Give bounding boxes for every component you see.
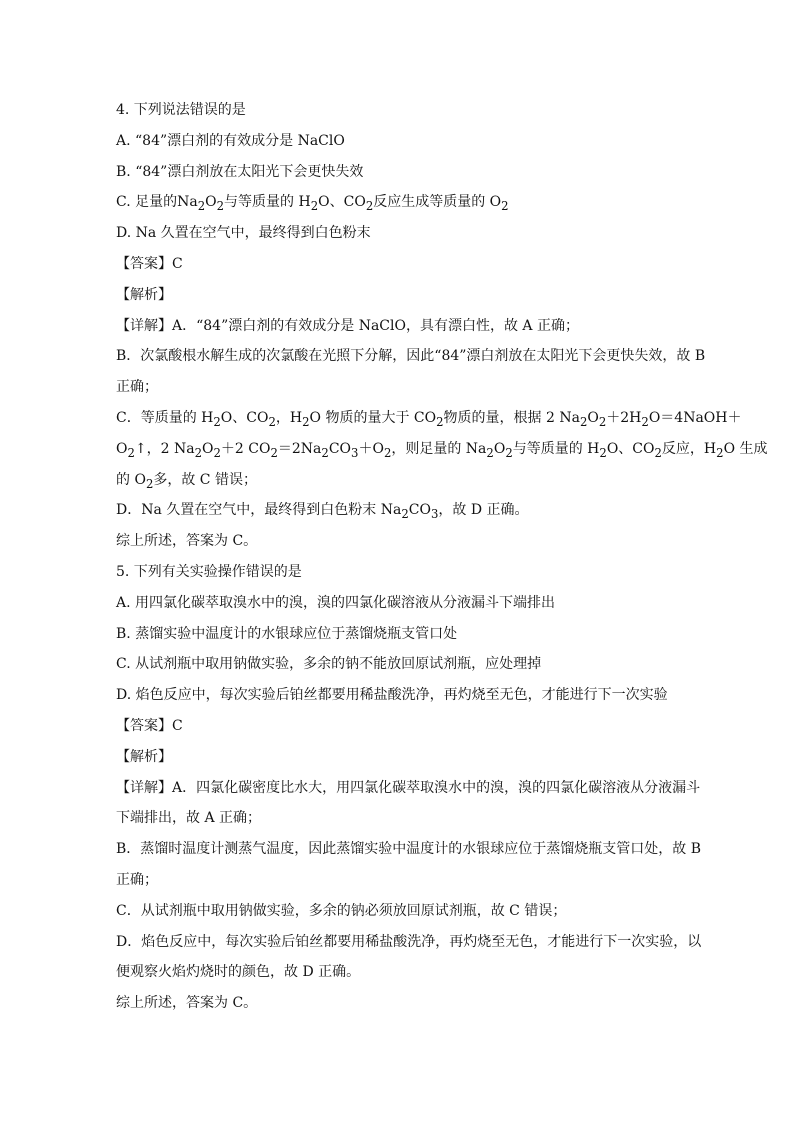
q4-detail-c-line3: 的 $O_2$多，故 C 错误；	[116, 471, 257, 491]
q4-stem: 4. 下列说法错误的是	[116, 102, 246, 118]
q5-detail-a-line2: 下端排出，故 A 正确；	[116, 810, 262, 827]
q5-analysis-label: 【解析】	[116, 748, 172, 765]
q5-detail-d-line1: D．焰色反应中，每次实验后铂丝都要用稀盐酸洗净，再灼烧至无色，才能进行下一次实验，以	[116, 933, 702, 950]
q5-stem: 5. 下列有关实验操作错误的是	[116, 563, 302, 580]
document-page	[116, 100, 768, 1024]
q5-detail-a-line1: 【详解】A．四氯化碳密度比水大，用四氯化碳萃取溴水中的溴，溴的四氯化碳溶液从分液漏斗	[116, 779, 701, 796]
q4-option-b: B. “84”漂白剂放在太阳光下会更快失效	[116, 163, 364, 180]
q5-option-c: C. 从试剂瓶中取用钠做实验，多余的钠不能放回原试剂瓶，应处理掉	[116, 656, 542, 673]
q4-detail-c-line1: C．等质量的 $H_2O$、$CO_2$，$H_2O$ 物质的量大于 $CO_2$物质的量，根据 2 $Na_2O_2+2H_2O=4NaOH+$	[116, 409, 742, 429]
q4-option-c: C. 足量的$Na_2O_2$与等质量的 $H_2O$、$CO_2$反应生成等质量的 $O_2$	[116, 194, 509, 214]
q5-option-a: A. 用四氯化碳萃取溴水中的溴，溴的四氯化碳溶液从分液漏斗下端排出	[116, 594, 556, 611]
q4-detail-d: D．Na 久置在空气中，最终得到白色粉末 $Na_2CO_3$，故 D 正确。	[116, 502, 529, 522]
q5-answer: 【答案】C	[116, 717, 183, 734]
q5-summary: 综上所述，答案为 C。	[116, 995, 258, 1012]
q4-analysis-label: 【解析】	[116, 286, 172, 303]
q4-answer: 【答案】C	[116, 255, 183, 272]
q5-option-d: D. 焰色反应中，每次实验后铂丝都要用稀盐酸洗净，再灼烧至无色，才能进行下一次实验	[116, 687, 668, 704]
q4-detail-c-line2: $O_2↑$，2 $Na_2O_2+2$ $CO_2=2Na_2CO_3+O_2$，则足量的 $Na_2O_2$与等质量的 $H_2O$、$CO_2$反应，$H_2O$ 生成	[116, 440, 768, 460]
q5-detail-c: C．从试剂瓶中取用钠做实验，多余的钠必须放回原试剂瓶，故 C 错误；	[116, 902, 567, 919]
q4-detail-b-line2: 正确；	[116, 379, 158, 396]
q4-option-d: D. Na 久置在空气中，最终得到白色粉末	[116, 225, 371, 242]
q4-summary: 综上所述，答案为 C。	[116, 533, 258, 550]
q5-detail-d-line2: 便观察火焰灼烧时的颜色，故 D 正确。	[116, 964, 361, 981]
q4-option-a: A. “84”漂白剂的有效成分是 NaClO	[116, 132, 345, 149]
q5-option-b: B. 蒸馏实验中温度计的水银球应位于蒸馏烧瓶支管口处	[116, 625, 458, 642]
q4-detail-b-line1: B．次氯酸根水解生成的次氯酸在光照下分解，因此“84”漂白剂放在太阳光下会更快失效，故 B	[116, 348, 706, 365]
q5-detail-b-line1: B．蒸馏时温度计测蒸气温度，因此蒸馏实验中温度计的水银球应位于蒸馏烧瓶支管口处，故 B	[116, 841, 702, 858]
q5-detail-b-line2: 正确；	[116, 871, 158, 888]
q4-detail-a: 【详解】A．“84”漂白剂的有效成分是 NaClO，具有漂白性，故 A 正确；	[116, 317, 579, 334]
